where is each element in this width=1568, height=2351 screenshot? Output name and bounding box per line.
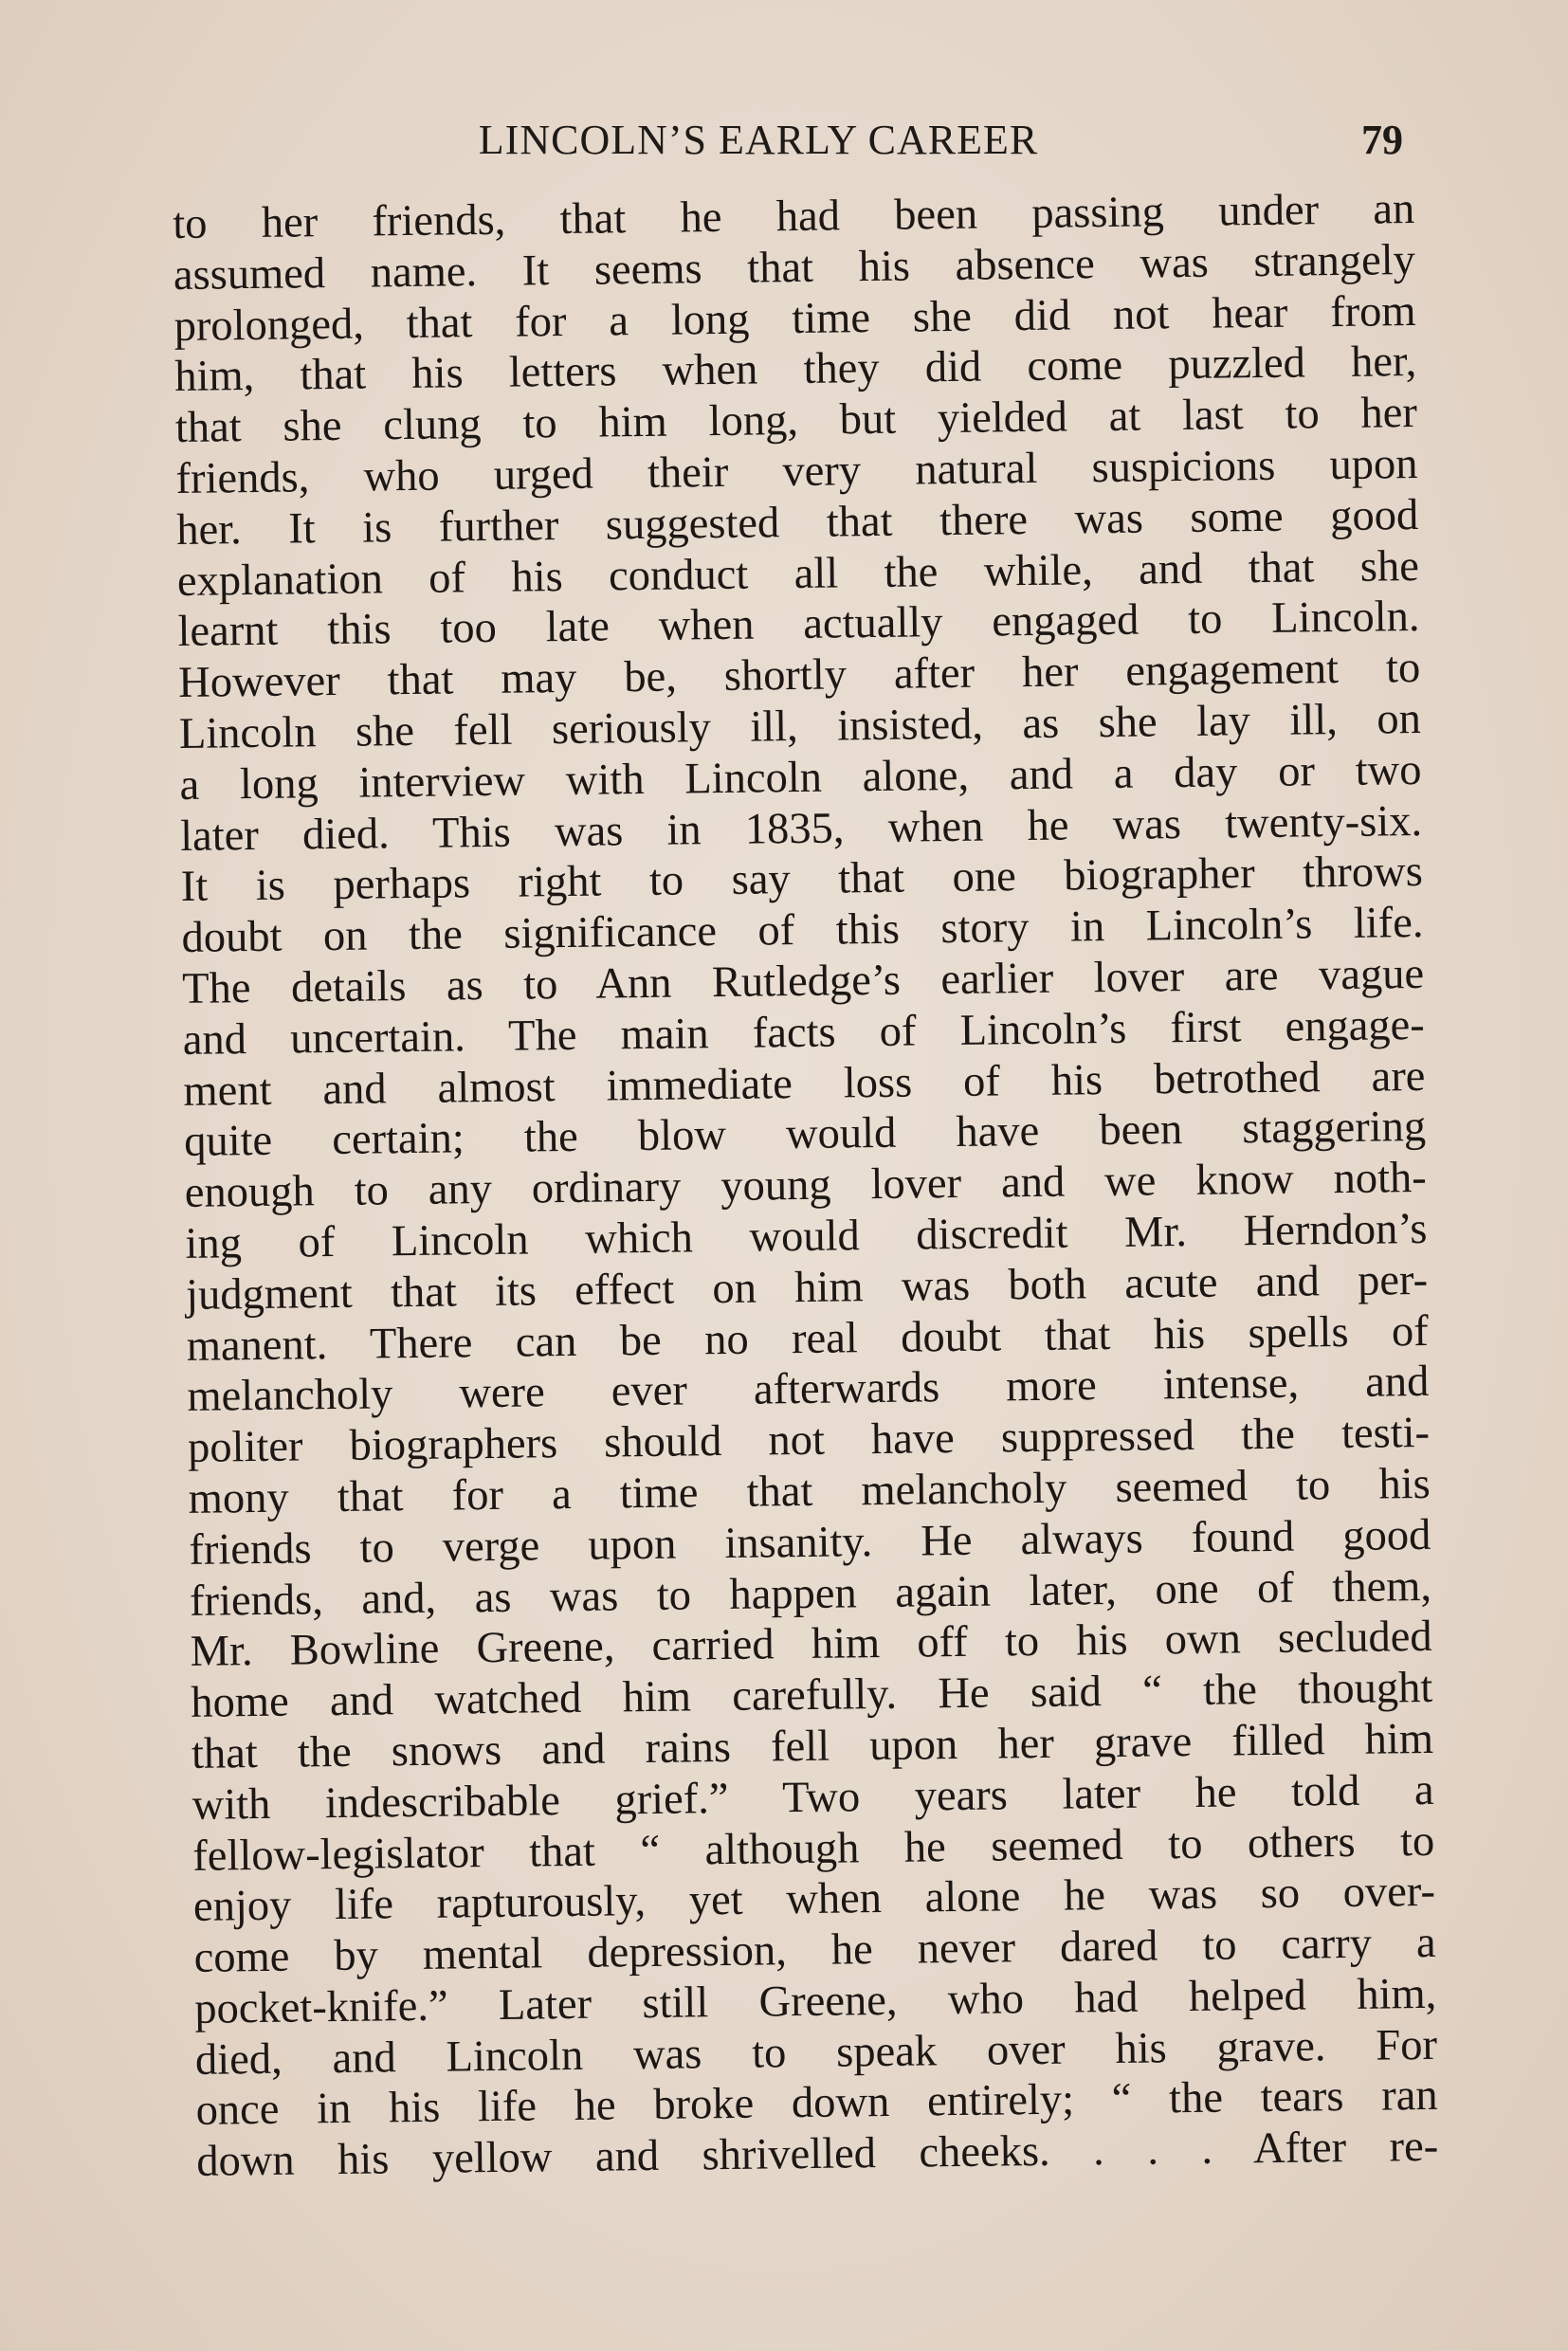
- text-line: It is perhaps right to say that one biographer throws: [180, 847, 1424, 912]
- text-line: that she clung to him long, but yielded at last to her: [174, 389, 1418, 453]
- text-line: him, that his letters when they did come puzzled her,: [173, 337, 1417, 402]
- text-line: Mr. Bowline Greene, carried him off to his own secluded: [190, 1613, 1432, 1677]
- text-line: prolonged, that for a long time she did not hear from: [173, 286, 1416, 351]
- text-line: manent. There can be no real doubt that his spells of: [186, 1306, 1429, 1371]
- page-number: 79: [1361, 117, 1403, 163]
- text-line: friends, who urged their very natural suspicions upon: [175, 439, 1418, 503]
- text-line: assumed name. It seems that his absence was strangely: [173, 235, 1416, 300]
- text-line: However that may be, shortly after her engagement to: [177, 644, 1421, 708]
- text-line: once in his life he broke down entirely; “ the tears ran: [195, 2071, 1438, 2136]
- text-line: friends to verge upon insanity. He always found good: [189, 1510, 1431, 1575]
- text-line: come by mental depression, he never dared to carry a: [193, 1918, 1436, 1982]
- text-line: ing of Lincoln which would discredit Mr. Herndon’s: [185, 1204, 1428, 1268]
- text-line: that the snows and rains fell upon her grave filled him: [191, 1714, 1434, 1778]
- text-line: ment and almost immediate loss of his betrothed are: [183, 1051, 1426, 1116]
- text-line: doubt on the significance of this story in Lincoln’s life.: [181, 899, 1424, 963]
- text-line: explanation of his conduct all the while, and that she: [176, 541, 1420, 606]
- text-line: Lincoln she fell seriously ill, insisted, as she lay ill, on: [178, 694, 1422, 758]
- text-line: and uncertain. The main facts of Lincoln’s first engage-: [182, 1000, 1426, 1065]
- body-text: [173, 184, 1439, 2188]
- text-line: politer biographers should not have suppressed the testi-: [187, 1409, 1431, 1473]
- text-line: friends, and, as was to happen again later, one of them,: [189, 1561, 1432, 1626]
- page-header: [180, 116, 1403, 173]
- text-line: mony that for a time that melancholy seemed to his: [188, 1459, 1431, 1523]
- text-line: The details as to Ann Rutledge’s earlier lover are vague: [181, 949, 1425, 1013]
- text-line: to her friends, that he had been passing under an: [173, 184, 1415, 248]
- text-line: quite certain; the blow would have been staggering: [183, 1103, 1427, 1167]
- text-line: home and watched him carefully. He said “ the thought: [191, 1663, 1433, 1727]
- text-line: fellow-legislator that “ although he seemed to others to: [192, 1816, 1435, 1881]
- text-line: pocket-knife.” Later still Greene, who had helped him,: [194, 1969, 1437, 2033]
- text-line: judgment that its effect on him was both acute and per-: [185, 1255, 1429, 1320]
- text-line: her. It is further suggested that there was some good: [175, 490, 1419, 555]
- text-line: down his yellow and shrivelled cheeks. . . . After re-: [195, 2123, 1439, 2187]
- text-line: enjoy life rapturously, yet when alone he was so over-: [192, 1868, 1436, 1932]
- text-line: enough to any ordinary young lover and we know noth-: [184, 1154, 1428, 1218]
- text-line: melancholy were ever afterwards more intense, and: [187, 1358, 1430, 1422]
- running-head: LINCOLN’S EARLY CAREER: [478, 117, 1039, 163]
- text-line: died, and Lincoln was to speak over his grave. For: [194, 2020, 1438, 2085]
- text-line: later died. This was in 1835, when he was twenty-six.: [179, 796, 1423, 861]
- text-line: a long interview with Lincoln alone, and a day or two: [179, 745, 1422, 810]
- text-line: with indescribable grief.” Two years later he told a: [191, 1765, 1434, 1830]
- text-line: learnt this too late when actually engaged to Lincoln.: [177, 592, 1420, 657]
